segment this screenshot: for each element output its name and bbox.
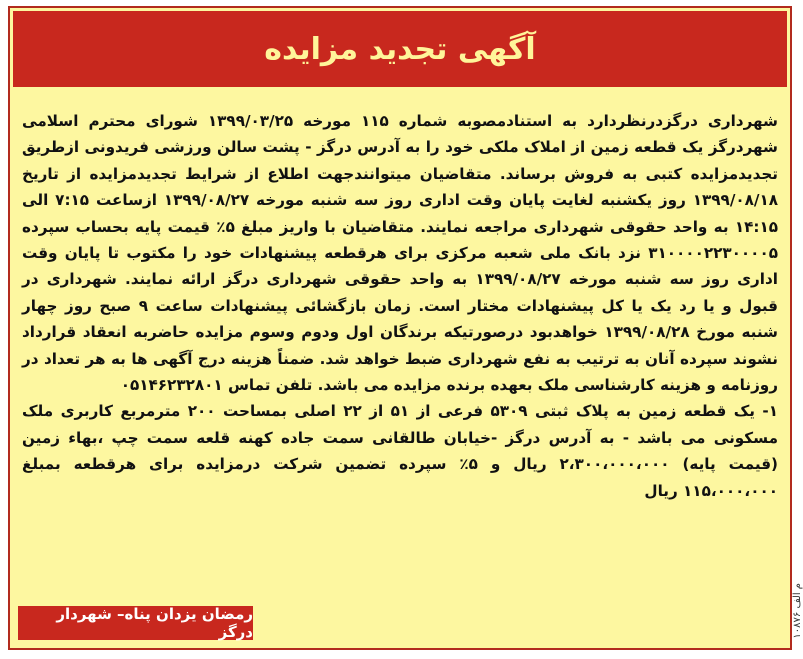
property-item: ۱- یک قطعه زمین به پلاک ثبتی ۵۳۰۹ فرعی از ۵۱ از ۲۲ اصلی بمساحت ۲۰۰ مترمربع کاربری ملک مسکونی می باشد - به آدرس درگز -خیابان طالقانی سمت جاده کهنه قلعه سمت چپ ،بهاء زمین (قیمت پایه) ۲،۳۰۰،۰۰۰،۰۰۰ ریال و ۵٪ سپرده تضمین شرکت درمزایده برای هرقطعه بمبلغ ۱۱۵،۰۰۰،۰۰۰ ریال	[22, 402, 778, 500]
notice-body	[22, 108, 778, 504]
notice-title: آگهی تجدید مزایده	[264, 31, 536, 67]
signature-text: رمضان یزدان پناه– شهردار درگز	[56, 605, 253, 641]
signature-box	[18, 606, 253, 640]
title-bar	[13, 11, 787, 87]
notice-paragraph: شهرداری درگزدرنظردارد به استنادمصوبه شماره ۱۱۵ مورخه ۱۳۹۹/۰۳/۲۵ شورای محترم اسلامی شهردرگز یک قطعه زمین از املاک ملکی خود را به آدرس درگز - پشت سالن ورزشی فریدونی ازطریق تجدیدمزایده کتبی به فروش برساند. متقاضیان میتوانندجهت اطلاع از شرایط تجدیدمزایده از تاریخ ۱۳۹۹/۰۸/۱۸ روز یکشنبه لغایت پایان وقت اداری روز سه شنبه مورخه ۱۳۹۹/۰۸/۲۷ ازساعت ۷:۱۵ الی ۱۴:۱۵ به واحد حقوقی شهرداری مراجعه نمایند. متقاضیان با واریز مبلغ ۵٪ قیمت پایه بحساب سپرده ۳۱۰۰۰۰۲۲۳۰۰۰۰۵ نزد بانک ملی شعبه مرکزی برای هرقطعه پیشنهادات خود را مکتوب تا پایان وقت اداری روز سه شنبه مورخه ۱۳۹۹/۰۸/۲۷ به واحد حقوقی شهرداری درگز ارائه نمایند. شهرداری در قبول و یا رد یک یا کل پیشنهادات مختار است. زمان بازگشائی پیشنهادات ساعت ۹ صبح روز چهار شنبه مورخ ۱۳۹۹/۰۸/۲۸ خواهدبود درصورتیکه برندگان اول ودوم وسوم مزایده حاضربه انعقاد قرارداد نشوند سپرده آنان به ترتیب به نفع شهرداری ضبط خواهد شد. ضمناً هزینه درج آگهی ها به هر تعداد در روزنامه و هزینه کارشناسی ملک بعهده برنده مزایده می باشد. تلفن تماس ۰۵۱۴۶۲۳۲۸۰۱	[22, 112, 779, 395]
ad-code: م الف ۱۰۸۷۶	[792, 583, 803, 639]
notice-frame	[8, 6, 792, 650]
